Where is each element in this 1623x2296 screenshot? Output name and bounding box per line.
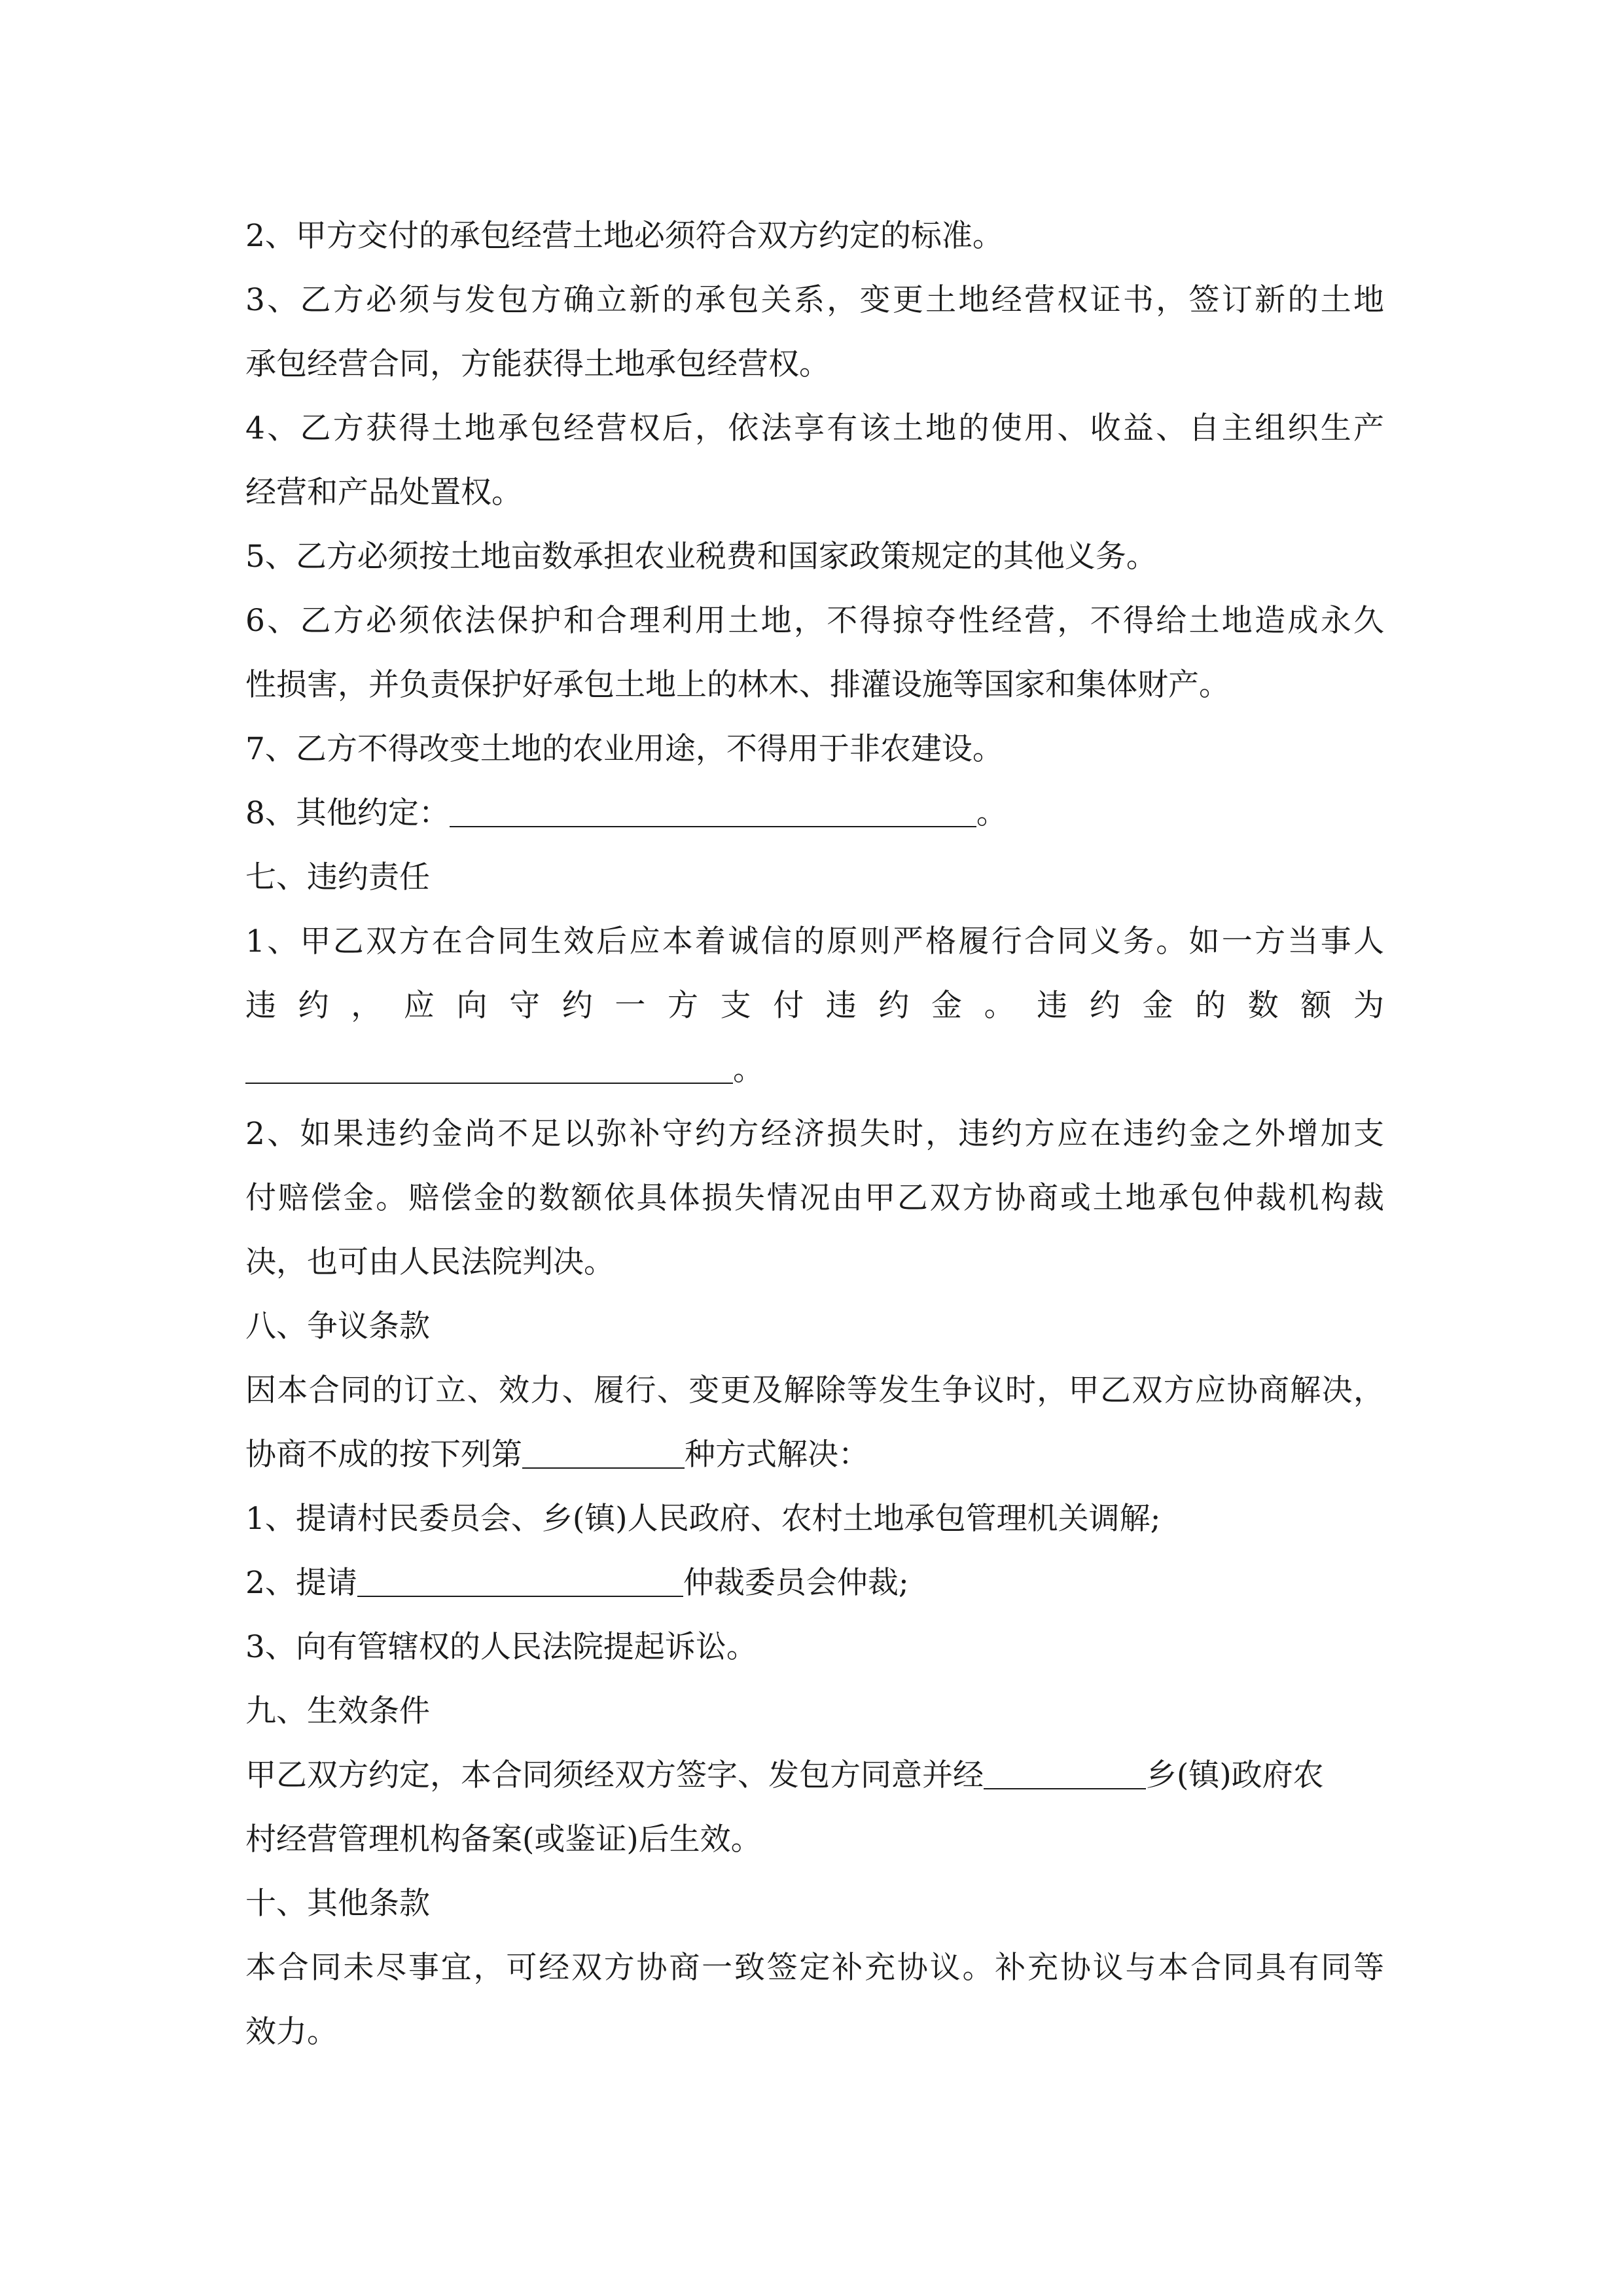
clause-10-cont: 效力。 [245,2014,338,2050]
clause-6-8-end: 。 [976,795,1007,831]
penalty-amount-blank[interactable] [245,1054,733,1084]
clause-6-5: 5、乙方必须按土地亩数承担农业税费和国家政策规定的其他义务。 [245,539,1157,575]
clause-8-1: 1、提请村民委员会、乡(镇)人民政府、农村土地承包管理机关调解; [245,1501,1161,1537]
clause-7-2-cont2: 决，也可由人民法院判决。 [245,1244,615,1280]
clause-7-1-blank-line [245,1038,1384,1102]
clause-10: 本合同未尽事宜，可经双方协商一致签定补充协议。补充协议与本合同具有同等 [245,1950,1384,1986]
clause-8-2-post: 仲裁委员会仲裁; [683,1565,909,1601]
clause-9 [245,1744,1384,1808]
clause-6-8 [245,781,1384,846]
clause-8-intro-pre: 协商不成的按下列第 [245,1437,522,1473]
other-agreement-blank[interactable] [450,797,976,827]
clause-7-1-cont: 违约，应向守约一方支付违约金。违约金的数额为 [245,988,1384,1024]
clause-6-7: 7、乙方不得改变土地的农业用途，不得用于非农建设。 [245,731,1003,767]
clause-8-intro: 因本合同的订立、效力、履行、变更及解除等发生争议时，甲乙双方应协商解决， [245,1372,1384,1408]
clause-6-6: 6、乙方必须依法保护和合理利用土地，不得掠夺性经营，不得给土地造成永久 [245,603,1384,639]
clause-7-2-cont: 付赔偿金。赔偿金的数额依具体损失情况由甲乙双方协商或土地承包仲裁机构裁 [245,1180,1384,1216]
clause-9-pre: 甲乙双方约定，本合同须经双方签字、发包方同意并经 [245,1757,984,1793]
clause-6-4: 4、乙方获得土地承包经营权后，依法享有该土地的使用、收益、自主组织生产 [245,410,1384,446]
clause-7-2: 2、如果违约金尚不足以弥补守约方经济损失时，违约方应在违约金之外增加支 [245,1116,1384,1152]
clause-6-4-cont: 经营和产品处置权。 [245,475,522,511]
clause-9-cont: 村经营管理机构备案(或鉴证)后生效。 [245,1821,762,1857]
clause-6-8-label: 8、其他约定： [245,795,450,831]
section-7-heading: 七、违约责任 [245,859,430,895]
clause-6-3: 3、乙方必须与发包方确立新的承包关系，变更土地经营权证书，签订新的土地 [245,282,1384,318]
clause-6-2: 2、甲方交付的承包经营土地必须符合双方约定的标准。 [245,218,1003,254]
section-8-heading: 八、争议条款 [245,1308,430,1344]
method-number-blank[interactable] [522,1439,685,1469]
clause-7-1-end: 。 [733,1052,764,1088]
clause-8-3: 3、向有管辖权的人民法院提起诉讼。 [245,1629,757,1665]
clause-8-2 [245,1551,1384,1615]
clause-8-intro-cont [245,1423,1384,1487]
section-9-heading: 九、生效条件 [245,1693,430,1729]
contract-body [245,204,1384,2064]
arbitration-committee-blank[interactable] [357,1567,683,1597]
township-blank[interactable] [984,1759,1146,1789]
section-10-heading: 十、其他条款 [245,1886,430,1922]
clause-9-post: 乡(镇)政府农 [1146,1757,1324,1793]
clause-6-3-cont: 承包经营合同，方能获得土地承包经营权。 [245,346,830,382]
clause-7-1: 1、甲乙双方在合同生效后应本着诚信的原则严格履行合同义务。如一方当事人 [245,924,1384,960]
clause-8-intro-post: 种方式解决： [685,1437,869,1473]
clause-8-2-pre: 2、提请 [245,1565,357,1601]
clause-6-6-cont: 性损害，并负责保护好承包土地上的林木、排灌设施等国家和集体财产。 [245,667,1230,703]
